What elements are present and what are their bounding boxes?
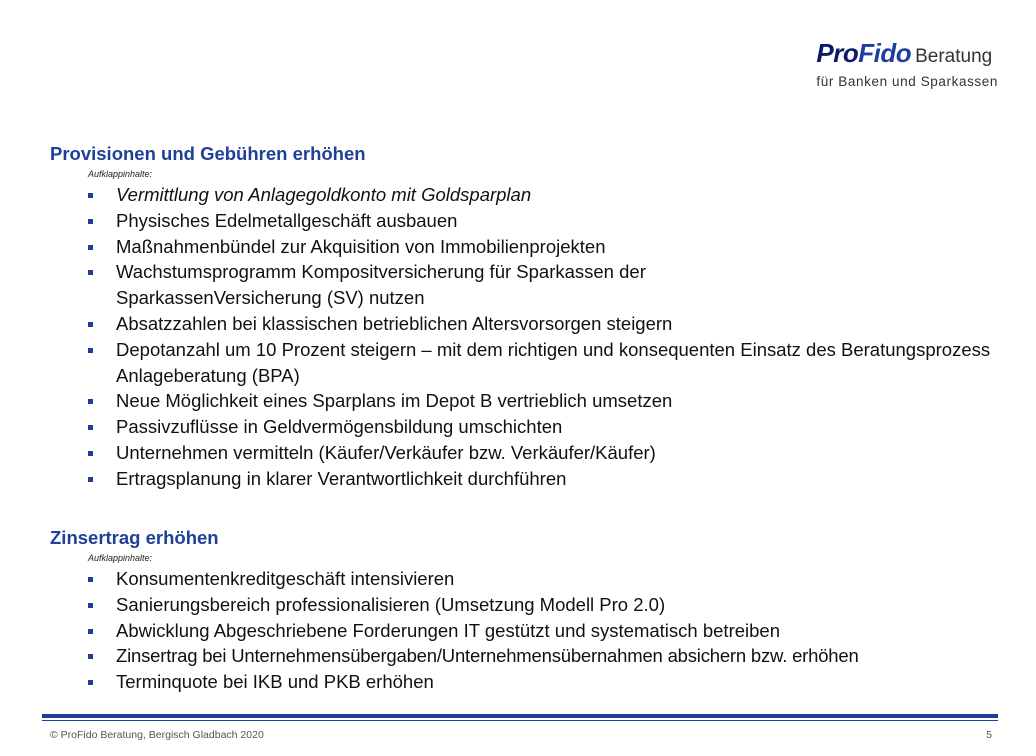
list-item-text: Vermittlung von Anlagegoldkonto mit Goldsparplan: [116, 184, 532, 205]
list-item: [50, 669, 1010, 695]
section-note: Aufklappinhalte:: [88, 169, 153, 179]
bullet-icon: [88, 629, 93, 634]
bullet-icon: [88, 654, 93, 659]
logo-tagline: für Banken und Sparkassen: [816, 74, 998, 89]
list-item: [50, 234, 1010, 260]
bullet-icon: [88, 425, 93, 430]
bullet-list: [50, 182, 1010, 492]
bullet-icon: [88, 245, 93, 250]
list-item-text: Ertragsplanung in klarer Verantwortlichkeit durchführen: [116, 467, 567, 489]
list-item-text: Depotanzahl um 10 Prozent steigern – mit dem richtigen und konsequenten Einsatz des Beratungsprozess Anlageberatung (BPA): [116, 338, 991, 386]
section-title: Provisionen und Gebühren erhöhen: [50, 143, 366, 164]
list-item: [50, 259, 1010, 311]
list-item: [50, 440, 1010, 466]
bullet-list: [50, 566, 1010, 695]
list-item-text: Sanierungsbereich professionalisieren (Umsetzung Modell Pro 2.0): [116, 593, 666, 615]
footer-divider-thin: [42, 720, 998, 721]
bullet-icon: [88, 270, 93, 275]
list-item: [50, 466, 1010, 492]
footer-copyright: © ProFido Beratung, Bergisch Gladbach 2020: [50, 729, 264, 741]
list-item-text: Konsumentenkreditgeschäft intensivieren: [116, 568, 455, 589]
list-item-text: Physisches Edelmetallgeschäft ausbauen: [116, 209, 458, 231]
list-item-text: Unternehmen vermitteln (Käufer/Verkäufer bzw. Verkäufer/Käufer): [116, 441, 656, 463]
list-item: [50, 208, 1010, 234]
section-title: Zinsertrag erhöhen: [50, 527, 219, 548]
logo-brand: [816, 38, 911, 68]
list-item: [50, 182, 1010, 208]
logo-brand-suffix: Beratung: [915, 46, 993, 67]
list-item-text: Absatzzahlen bei klassischen betrieblichen Altersvorsorgen steigern: [116, 312, 673, 334]
logo-brand-fido: Fido: [858, 38, 912, 68]
page-number: 5: [986, 729, 992, 741]
list-item: [50, 414, 1010, 440]
bullet-icon: [88, 322, 93, 327]
list-item-text: Terminquote bei IKB und PKB erhöhen: [116, 671, 434, 693]
list-item-text: Maßnahmenbündel zur Akquisition von Immobilienprojekten: [116, 235, 606, 257]
list-item: [50, 388, 1010, 414]
bullet-icon: [88, 219, 93, 224]
list-item: [50, 592, 1010, 618]
list-item-text: Zinsertrag bei Unternehmensübergaben/Unternehmensübernahmen absichern bzw. erhöhen: [116, 645, 859, 667]
list-item: [50, 566, 1010, 592]
list-item: [50, 337, 1010, 389]
footer-divider-thick: [42, 714, 998, 718]
bullet-icon: [88, 193, 93, 198]
list-item-text: Passivzuflüsse in Geldvermögensbildung umschichten: [116, 416, 563, 438]
list-item: [50, 311, 1010, 337]
section-note: Aufklappinhalte:: [88, 553, 153, 563]
bullet-icon: [88, 451, 93, 456]
bullet-icon: [88, 680, 93, 685]
bullet-icon: [88, 577, 93, 582]
list-item-text: Abwicklung Abgeschriebene Forderungen IT gestützt und systematisch betreiben: [116, 619, 780, 641]
bullet-icon: [88, 399, 93, 404]
bullet-icon: [88, 603, 93, 608]
logo-brand-pro: Pro: [816, 38, 859, 68]
section-provisionen: [50, 142, 1010, 492]
section-zinsertrag: [50, 526, 1010, 695]
logo-wordmark: [816, 38, 998, 72]
profido-logo: [816, 38, 998, 89]
list-item-text: Wachstumsprogramm Kompositversicherung für Sparkassen der SparkassenVersicherung (SV) nutzen: [116, 261, 646, 309]
list-item: [50, 618, 1010, 644]
bullet-icon: [88, 348, 93, 353]
list-item-text: Neue Möglichkeit eines Sparplans im Depot B vertrieblich umsetzen: [116, 390, 673, 412]
list-item: [50, 643, 1010, 669]
bullet-icon: [88, 477, 93, 482]
